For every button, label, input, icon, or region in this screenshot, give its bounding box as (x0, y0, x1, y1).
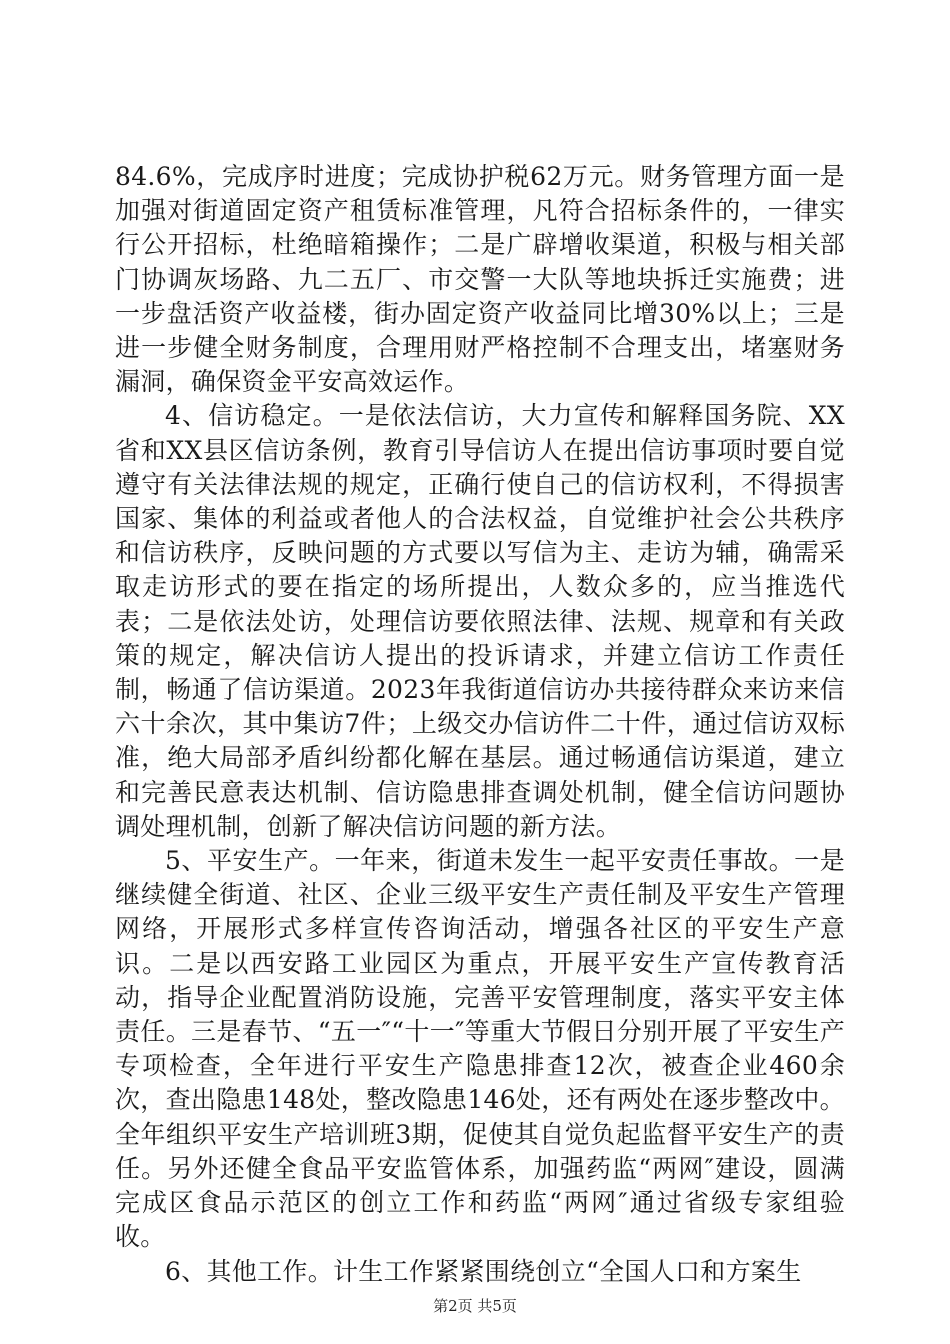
paragraph-safe-production: 5、平安生产。一年来，街道未发生一起平安责任事故。一是继续健全街道、社区、企业三级平安生产责任制及平安生产管理网络，开展形式多样宣传咨询活动，增强各社区的平安生产意识。二是以西安路工业园区为重点，开展平安生产宣传教育活动，指导企业配置消防设施，完善平安管理制度，落实平安主体责任。三是春节、“五一″“十一″等重大节假日分别开展了平安生产专项检查，全年进行平安生产隐患排查12次，被查企业460余次，查出隐患148处，整改隐患146处，还有两处在逐步整改中。全年组织平安生产培训班3期，促使其自觉负起监督平安生产的责任。另外还健全食品平安监管体系，加强药监“两网″建设，圆满完成区食品示范区的创立工作和药监“两网″通过省级专家组验收。 (115, 846, 845, 1252)
document-body (115, 160, 845, 1289)
paragraph-finance: 84.6%，完成序时进度；完成协护税62万元。财务管理方面一是加强对街道固定资产租赁标准管理，凡符合招标条件的，一律实行公开招标，杜绝暗箱操作；二是广辟增收渠道，积极与相关部门协调灰场路、九二五厂、市交警一大队等地块拆迁实施费；进一步盘活资产收益楼，街办固定资产收益同比增30%以上；三是进一步健全财务制度，合理用财严格控制不合理支出，堵塞财务漏洞，确保资金平安高效运作。 (115, 162, 845, 397)
paragraph-petition-stability: 4、信访稳定。一是依法信访，大力宣传和解释国务院、XX省和XX县区信访条例，教育引导信访人在提出信访事项时要自觉遵守有关法律法规的规定，正确行使自己的信访权利，不得损害国家、集体的利益或者他人的合法权益，自觉维护社会公共秩序和信访秩序，反映问题的方式要以写信为主、走访为辅，确需采取走访形式的要在指定的场所提出，人数众多的，应当推选代表；二是依法处访，处理信访要依照法律、法规、规章和有关政策的规定，解决信访人提出的投诉请求，并建立信访工作责任制，畅通了信访渠道。2023年我街道信访办共接待群众来访来信六十余次，其中集访7件；上级交办信访件二十件，通过信访双标准，绝大局部矛盾纠纷都化解在基层。通过畅通信访渠道，建立和完善民意表达机制、信访隐患排查调处机制，健全信访问题协调处理机制，创新了解决信访问题的新方法。 (115, 401, 845, 841)
page-number-footer: 第2页 共5页 (433, 1297, 517, 1315)
paragraph-other-work: 6、其他工作。计生工作紧紧围绕创立“全国人口和方案生 (165, 1256, 802, 1286)
